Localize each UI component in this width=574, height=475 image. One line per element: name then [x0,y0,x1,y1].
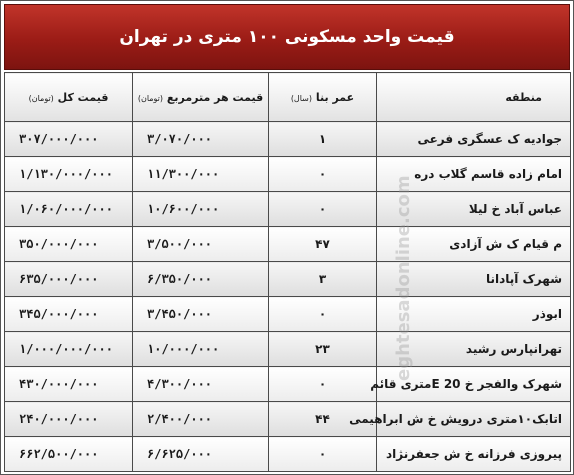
cell-total-price: ۶۶۲/۵۰۰/۰۰۰ [5,437,133,472]
cell-region: شهرک والفجر خ E 20متری قائم [377,367,571,402]
cell-region: م قیام ک ش آزادی [377,227,571,262]
header-row [5,73,571,122]
cell-region: تهرانپارس رشید [377,332,571,367]
cell-age: ۴۷ [269,227,377,262]
cell-total-price: ۱/۰۶۰/۰۰۰/۰۰۰ [5,192,133,227]
cell-total-price: ۴۳۰/۰۰۰/۰۰۰ [5,367,133,402]
table-row [5,157,571,192]
cell-price-per-meter: ۱۰/۰۰۰/۰۰۰ [133,332,269,367]
table-title: قیمت واحد مسکونی ۱۰۰ متری در تهران [4,4,570,70]
table-row [5,367,571,402]
cell-age: ۰ [269,192,377,227]
cell-price-per-meter: ۱۰/۶۰۰/۰۰۰ [133,192,269,227]
cell-age: ۰ [269,437,377,472]
table-row [5,227,571,262]
table-row [5,122,571,157]
cell-region: عباس آباد خ لیلا [377,192,571,227]
cell-age: ۱ [269,122,377,157]
cell-region: جوادیه ک عسگری فرعی [377,122,571,157]
cell-price-per-meter: ۱۱/۳۰۰/۰۰۰ [133,157,269,192]
cell-total-price: ۱/۰۰۰/۰۰۰/۰۰۰ [5,332,133,367]
cell-region: امام زاده قاسم گلاب دره [377,157,571,192]
cell-total-price: ۳۰۷/۰۰۰/۰۰۰ [5,122,133,157]
table-row [5,437,571,472]
price-table [4,72,571,472]
table-row [5,297,571,332]
cell-price-per-meter: ۳/۵۰۰/۰۰۰ [133,227,269,262]
cell-total-price: ۶۳۵/۰۰۰/۰۰۰ [5,262,133,297]
table-row [5,332,571,367]
cell-age: ۰ [269,367,377,402]
cell-region: ابوذر [377,297,571,332]
cell-price-per-meter: ۶/۶۲۵/۰۰۰ [133,437,269,472]
cell-region: شهرک آپادانا [377,262,571,297]
cell-region: پیروزی فرزانه خ ش جعفرنژاد [377,437,571,472]
header-total-price: قیمت کل (تومان) [5,73,133,122]
cell-age: ۴۴ [269,402,377,437]
cell-price-per-meter: ۲/۴۰۰/۰۰۰ [133,402,269,437]
header-price-per-meter: قیمت هر مترمربع (تومان) [133,73,269,122]
watermark: eghtesadonline.com [393,175,414,381]
header-region: منطقه [377,73,571,122]
cell-price-per-meter: ۴/۳۰۰/۰۰۰ [133,367,269,402]
table-row [5,192,571,227]
cell-price-per-meter: ۶/۳۵۰/۰۰۰ [133,262,269,297]
cell-price-per-meter: ۳/۴۵۰/۰۰۰ [133,297,269,332]
cell-price-per-meter: ۳/۰۷۰/۰۰۰ [133,122,269,157]
cell-age: ۲۳ [269,332,377,367]
header-age: عمر بنا (سال) [269,73,377,122]
cell-region: اتابک۱۰متری درویش خ ش ابراهیمی [377,402,571,437]
cell-age: ۰ [269,157,377,192]
table-row [5,402,571,437]
cell-total-price: ۲۴۰/۰۰۰/۰۰۰ [5,402,133,437]
cell-age: ۳ [269,262,377,297]
cell-total-price: ۳۴۵/۰۰۰/۰۰۰ [5,297,133,332]
cell-total-price: ۳۵۰/۰۰۰/۰۰۰ [5,227,133,262]
cell-total-price: ۱/۱۳۰/۰۰۰/۰۰۰ [5,157,133,192]
cell-age: ۰ [269,297,377,332]
table-row [5,262,571,297]
